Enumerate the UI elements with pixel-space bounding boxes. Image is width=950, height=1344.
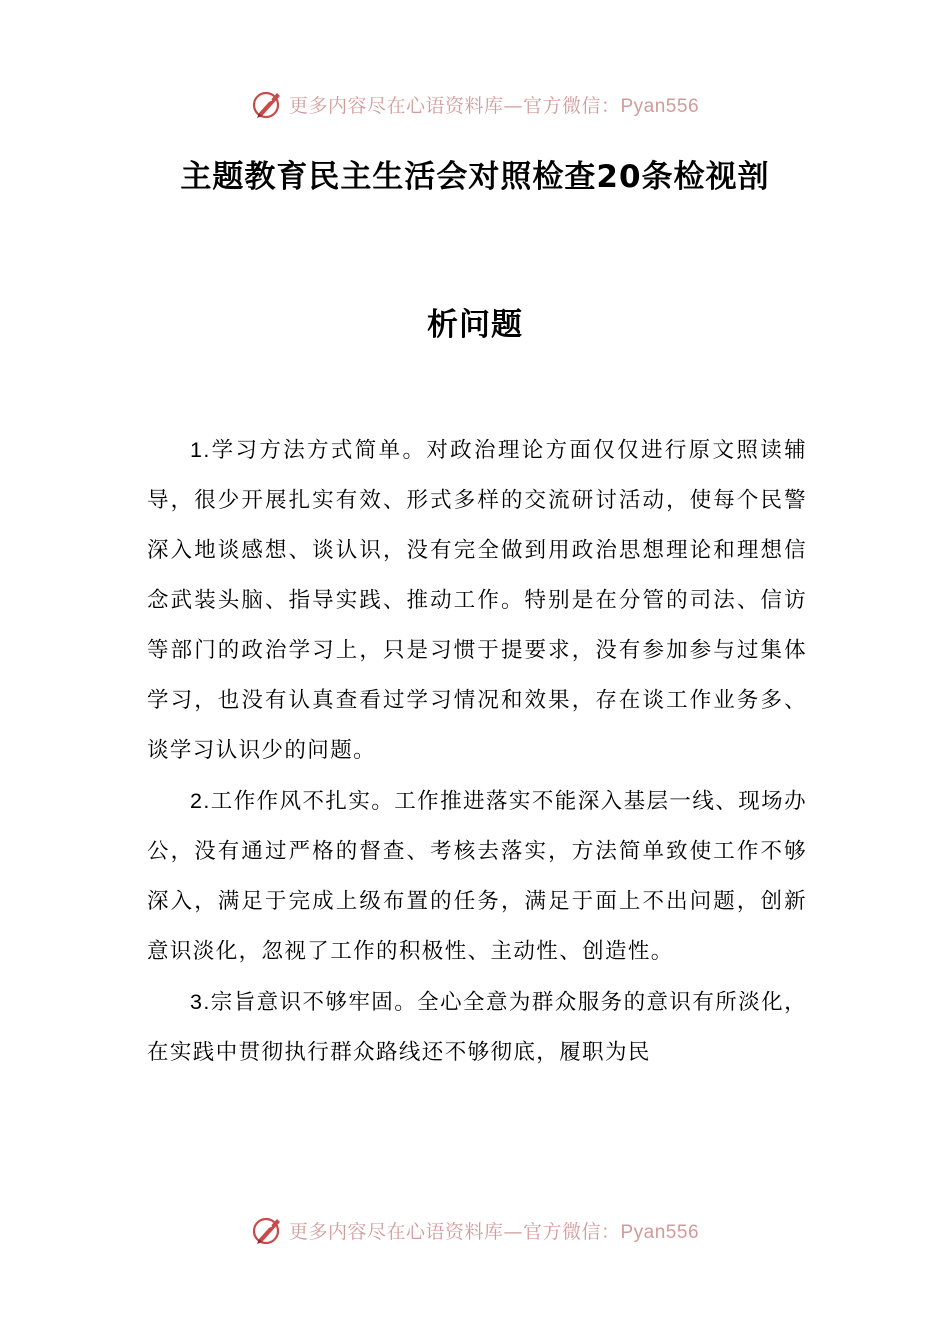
document-title-line2: 析问题 xyxy=(427,307,523,343)
paragraph-number: 2. xyxy=(190,789,211,813)
paragraph-2 xyxy=(147,776,807,977)
paragraph-1 xyxy=(147,425,807,776)
paragraph-number: 3. xyxy=(190,990,211,1014)
paragraph-3 xyxy=(147,977,807,1078)
watermark-text: 更多内容尽在心语资料库—官方微信：Pyan556 xyxy=(288,94,700,117)
watermark-footer xyxy=(0,1210,950,1250)
paragraph-text: 工作作风不扎实。工作推进落实不能深入基层一线、现场办公，没有通过严格的督查、考核去落实，方法简单致使工作不够深入，满足于完成上级布置的任务，满足于面上不出问题，创新意识淡化，忽视了工作的积极性、主动性、创造性。 xyxy=(147,789,807,964)
paragraph-text: 学习方法方式简单。对政治理论方面仅仅进行原文照读辅导，很少开展扎实有效、形式多样的交流研讨活动，使每个民警深入地谈感想、谈认识，没有完全做到用政治思想理论和理想信念武装头脑、指导实践、推动工作。特别是在分管的司法、信访等部门的政治学习上，只是习惯于提要求，没有参加参与过集体学习，也没有认真查看过学习情况和效果，存在谈工作业务多、谈学习认识少的问题。 xyxy=(147,438,807,763)
watermark-header xyxy=(0,84,950,124)
document-body xyxy=(147,425,807,1078)
pen-logo-icon xyxy=(251,1213,285,1247)
paragraph-text: 宗旨意识不够牢固。全心全意为群众服务的意识有所淡化，在实践中贯彻执行群众路线还不够彻底，履职为民 xyxy=(147,990,807,1065)
watermark-text: 更多内容尽在心语资料库—官方微信：Pyan556 xyxy=(288,1220,700,1243)
paragraph-number: 1. xyxy=(190,438,211,462)
document-title-line1: 主题教育民主生活会对照检查20条检视剖 xyxy=(180,159,770,195)
pen-logo-icon xyxy=(251,87,285,121)
